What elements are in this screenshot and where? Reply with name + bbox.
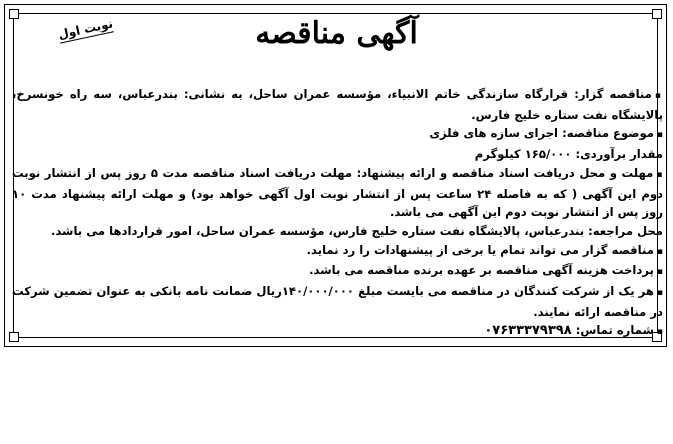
bullet-icon: ▪: [656, 246, 663, 257]
round-label: نوبت اول: [56, 16, 115, 42]
bullet-icon: ▪: [656, 327, 663, 338]
bullet-icon: ▪: [656, 267, 663, 278]
bullet-icon: ▪: [656, 288, 663, 299]
contact-label: شماره تماس:: [575, 323, 654, 338]
bullet-icon: ▪: [656, 130, 663, 141]
paragraph-reference-location: [12, 222, 663, 241]
contact-line: [12, 321, 663, 342]
paragraph-ad-cost: [12, 261, 663, 282]
paragraph-text: مناقصه گزار: قرارگاه سازندگی خاتم الانبیاء، مؤسسه عمران ساحل، به نشانی: بندرعباس، سه راه خونسرخ، پالایشگاه نفت ستاره خلیج فارس.: [12, 87, 663, 122]
paragraph-estimated-quantity: [12, 145, 663, 164]
paragraph-text: محل مراجعه: بندرعباس، پالایشگاه نفت ستاره خلیج فارس، مؤسسه عمران ساحل، امور قراردادها می باشد.: [50, 223, 663, 238]
notice-body: [12, 85, 663, 342]
paragraph-text: پرداخت هزینه آگهی مناقصه بر عهده برنده مناقصه می باشد.: [309, 263, 654, 278]
paragraph-deadlines: [12, 164, 663, 222]
paragraph-tender-issuer: [12, 85, 663, 124]
notice-title: آگهی مناقصه: [255, 16, 418, 51]
paragraph-rejection-right: [12, 241, 663, 262]
paragraph-tender-subject: [12, 124, 663, 145]
paragraph-text: مناقصه گزار می تواند تمام یا برخی از پیشنهادات را رد نماید.: [306, 242, 654, 257]
contact-phone[interactable]: ۰۷۶۳۳۳۷۹۳۹۸: [484, 323, 572, 339]
bullet-icon: ▪: [654, 91, 663, 101]
bullet-icon: ▪: [656, 169, 663, 180]
paragraph-text: هر یک از شرکت کنندگان در مناقصه می بایست مبلغ ۱۴۰/۰۰۰/۰۰۰ریال ضمانت نامه بانکی به عنوان تضمین شرکت در مناقصه ارائه نمایند.: [12, 284, 663, 319]
paragraph-text: مهلت و محل دریافت اسناد مناقصه و ارائه پیشنهاد: مهلت دریافت اسناد مناقصه مدت ۵ روز پس از انتشار نوبت دوم این آگهی ( که به فاصله ۲۴ ساعت پس از انتشار نوبت اول آگهی خواهد بود) و مهلت ارائه پیشنهاد مدت ۱۰ روز پس از انتشار نوبت دوم این آگهی می باشد.: [12, 165, 663, 220]
paragraph-text: مقدار برآوردی: ۱۶۵/۰۰۰ کیلوگرم: [474, 147, 663, 162]
paragraph-text: موضوع مناقصه: اجرای سازه های فلزی: [429, 126, 654, 141]
paragraph-guarantee: [12, 282, 663, 321]
